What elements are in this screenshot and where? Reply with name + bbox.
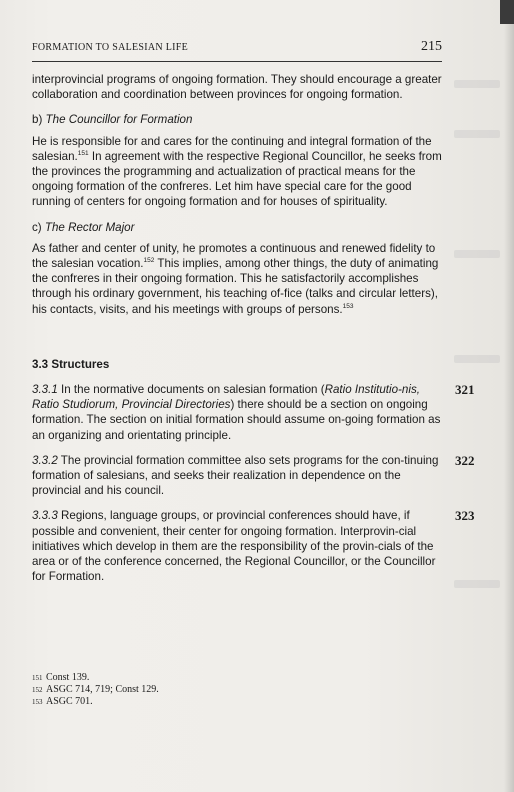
page-corner [500,0,514,24]
footnote-text: ASGC 714, 719; Const 129. [46,684,159,695]
intro-paragraph: interprovincial programs of ongoing formation. They should encourage a greater collaboration and coordination between provinces for ongoing formation. [32,73,442,102]
footnote-number: 151 [32,674,43,682]
councillor-text-1: He is responsible for and cares for the continuing and integral formation of the salesian. [32,134,432,163]
bleed-through-mark [454,250,500,258]
footnote-number: 153 [32,698,43,706]
rector-paragraph [32,241,442,317]
margin-number: 323 [455,508,475,524]
footnote-ref-153[interactable]: 153 [342,302,354,310]
section-text: The provincial formation committee also sets programs for the con-tinuing formation of salesians, and seeks their realization in dependence on the provincial and his council. [32,453,439,498]
footnote-number: 152 [32,686,43,694]
body-text [32,72,475,584]
councillor-heading-label: b) [32,113,43,127]
councillor-heading-title: The Councillor for Formation [45,113,193,127]
rector-heading-label: c) [32,220,42,234]
section-text-before: In the normative documents on salesian formation ( [57,383,325,397]
margin-number: 322 [455,452,475,468]
footnote [32,672,332,684]
margin-number: 321 [455,382,475,398]
section-number: 3.3.2 [32,453,58,467]
section-text-after: ) there should be a section on ongoing formation. The section on initial formation should assume on-going formation as an organizing and orientating principle. [32,398,441,442]
section-3-3-1 [32,382,475,443]
footnote [32,684,332,696]
councillor-paragraph [32,134,442,210]
section-3-3-2 [32,452,475,499]
councillor-heading [32,112,442,127]
page-edge-shadow [504,0,514,792]
structures-title: 3.3 Structures [32,357,110,371]
rector-text-2: This implies, among other things, the duty of animating the confreres in their ongoing formation. This he satisfactorily accomplishes through his ordinary government, his teaching of-fice (talks and circular letters), his contacts, visits, and his meetings with groups of persons. [32,257,439,316]
footnote-ref-152[interactable]: 152 [143,257,155,265]
footnote-text: ASGC 701. [46,696,93,707]
running-head: FORMATION TO SALESIAN LIFE [32,42,189,53]
section-text-italic: Ratio Institutio-nis, Ratio Studiorum, Provincial Directories [32,383,420,412]
bleed-through-mark [454,580,500,588]
rector-text-1: As father and center of unity, he promotes a continuous and renewed fidelity to the salesian vocation. [32,241,436,271]
rector-heading [32,220,442,235]
councillor-text-2: In agreement with the respective Regional Councillor, he seeks from the provinces the programming and actualization of practical means for the ongoing formation of the confreres. Let him have special care for the good running of centers for ongoing formation and for houses of spirituality. [32,149,442,209]
section-number: 3.3.1 [32,383,58,397]
page-header [32,41,442,62]
bleed-through-mark [454,130,500,138]
bleed-through-mark [454,80,500,88]
section-3-3-3 [32,508,475,584]
footnotes [32,672,332,708]
footnote [32,696,332,708]
footnote-ref-151[interactable]: 151 [77,149,89,157]
bleed-through-mark [454,355,500,363]
section-number: 3.3.3 [32,509,58,523]
rector-heading-title: The Rector Major [44,220,135,234]
page-number: 215 [421,39,442,54]
footnote-text: Const 139. [46,672,90,683]
section-text: Regions, language groups, or provincial conferences should have, if possible and convenient, their center for ongoing formation. Interprovin-cial initiatives which develop in them are the responsibility of the provin-cials of the area or of the conference concerned, the Regional Councillor, or the Councillor for Formation. [32,509,436,584]
